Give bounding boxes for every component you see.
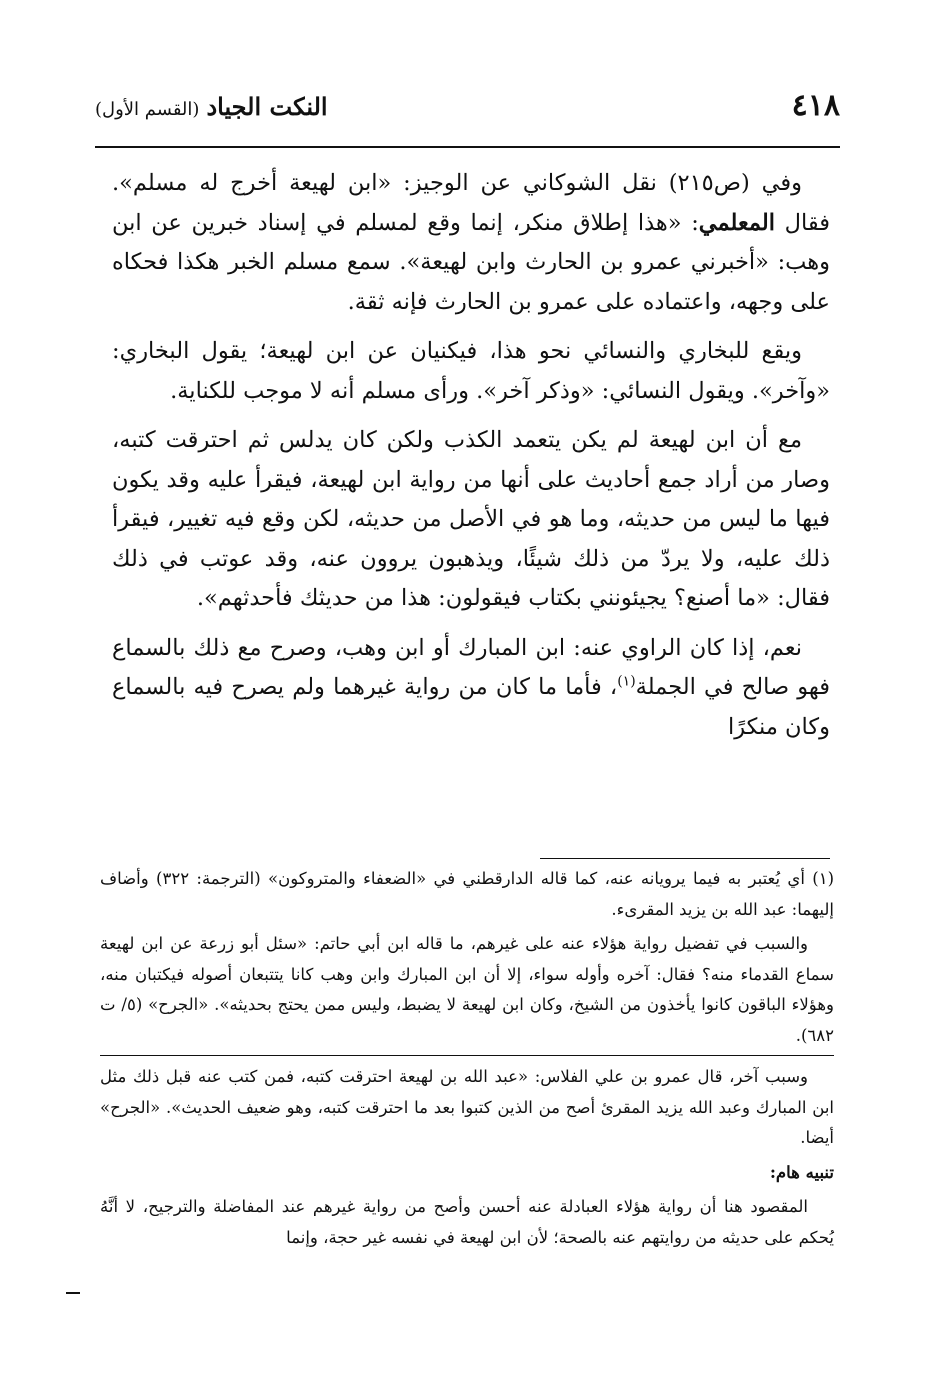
header-rule bbox=[95, 146, 840, 148]
footnote-reference[interactable]: (١) bbox=[617, 673, 636, 690]
scholar-name: المعلمي bbox=[698, 209, 775, 236]
footnote-rule bbox=[540, 858, 830, 859]
footnote-1: (١) أي يُعتبر به فيما يرويانه عنه، كما قاله الدارقطني في «الضعفاء والمتروكون» (الترجمة: ٣٢٢) وأضاف إليهما: عبد الله بن يزيد المقرىء. bbox=[100, 869, 834, 919]
paragraph-1 bbox=[112, 164, 830, 322]
paragraph-3: مع أن ابن لهيعة لم يكن يتعمد الكذب ولكن كان يدلس ثم احترقت كتبه، وصار من أراد جمع أحاديث على أنها من رواية ابن لهيعة، فيقرأ عليه وقد يكون فيها ما ليس من حديثه، وما هو في الأصل من حديثه، لكن وقع فيه تغيير، فيقرأ ذلك عليه، ولا يردّ من ذلك شيئًا، ويذهبون يروون عنه، وقد عوتب في ذلك فقال: «ما أصنع؟ يجيئونني بكتاب فيقولون: هذا من حديثك فأحدثهم». bbox=[112, 427, 830, 611]
important-note-body: المقصود هنا أن رواية هؤلاء العبادلة عنه أحسن وأصح من رواية غيرهم عند المفاضلة والترجيح، لا أنَّهُ يُحكم على حديثه من روايتهم عنه بالصحة؛ لأن ابن لهيعة في نفسه غير حجة، وإنما bbox=[100, 1197, 834, 1247]
footnote-1-second-reason: وسبب آخر، قال عمرو بن علي الفلاس: «عبد الله بن لهيعة احترقت كتبه، فمن كتب عنه قبل ذلك مثل ابن المبارك وعبد الله يزيد المقرئ أصح من الذين كتبوا بعد ما احترقت كتبه، وهو ضعيف الحديث». «الجرح» أيضا. bbox=[100, 1067, 834, 1147]
important-note-title: تنبيه هام: bbox=[769, 1162, 834, 1182]
footnotes bbox=[100, 864, 834, 1257]
footnote-1-continued: والسبب في تفضيل رواية هؤلاء عنه على غيرهم، ما قاله ابن أبي حاتم: «سئل أبو زرعة عن ابن لهيعة سماع القدماء منه؟ فقال: آخره وأوله سواء، إلا أن ابن المبارك وابن وهب كانا يتتبعان أصوله فيكتبان منه، وهؤلاء الباقون كانوا يأخذون من الشيخ، وكان ابن لهيعة لا يضبط، وليس ممن يحتج بحديثه». «الجرح» (٥/ ت ٦٨٢). bbox=[100, 934, 834, 1045]
paragraph-1-rest: : «هذا إطلاق منكر، إنما وقع لمسلم في إسناد خبرين عن ابن وهب: «أخبرني عمرو بن الحارث وابن لهيعة». سمع مسلم الخبر هكذا فحكاه على وجهه، واعتماده على عمرو بن الحارث فإنه ثقة. bbox=[112, 209, 830, 315]
paragraph-1-start: وفي (ص٢١٥) نقل الشوكاني عن الوجيز: «ابن لهيعة أخرج له مسلم». فقال bbox=[112, 170, 830, 236]
main-text bbox=[112, 164, 830, 757]
margin-mark bbox=[66, 1292, 80, 1294]
paragraph-2: ويقع للبخاري والنسائي نحو هذا، فيكنيان عن ابن لهيعة؛ يقول البخاري: «وآخر». ويقول النسائي: «وذكر آخر». ورأى مسلم أنه لا موجب للكناية. bbox=[112, 338, 830, 404]
book-title: النكت الجياد bbox=[206, 92, 328, 121]
paragraph-4 bbox=[112, 629, 830, 748]
running-title bbox=[95, 90, 328, 127]
paragraph-4-start: نعم، إذا كان الراوي عنه: ابن المبارك أو ابن وهب، وصرح مع ذلك بالسماع فهو صالح في الجملة bbox=[112, 634, 830, 700]
page-header bbox=[95, 86, 840, 128]
paragraph-4-rest: ، فأما ما كان من رواية غيرهما ولم يصرح فيه بالسماع وكان منكرًا bbox=[112, 674, 830, 740]
book-part: (القسم الأول) bbox=[95, 99, 200, 120]
footnote-divider bbox=[100, 1055, 834, 1056]
page-number: ٤١٨ bbox=[791, 88, 840, 123]
